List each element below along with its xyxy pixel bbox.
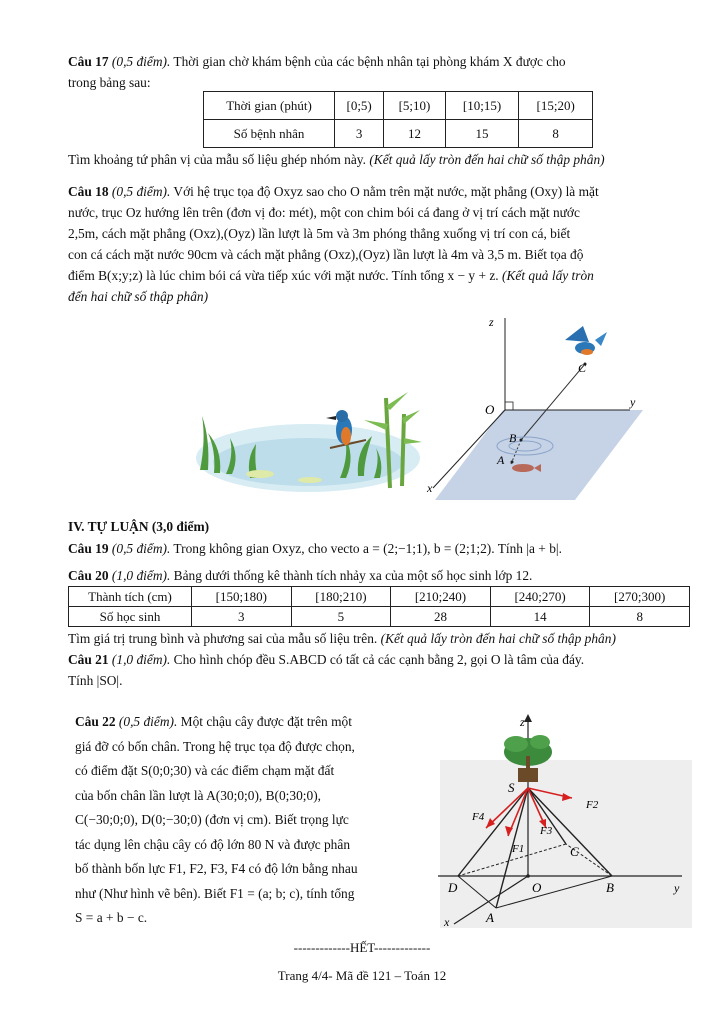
q18-label: Câu 18: [68, 184, 109, 199]
q17-table-cell: 8: [519, 120, 593, 148]
q22-line4: của bốn chân lần lượt là A(30;0;0), B(0;30;0),: [75, 787, 322, 803]
page-number: Trang 4/4- Mã đề 121 – Toán 12: [277, 968, 447, 983]
q22-line3: có điểm đặt S(0;0;30) và các điểm chạm mặt đất: [75, 763, 335, 778]
page-footer: [0, 968, 724, 984]
q20-table-cell: [270;300): [590, 587, 690, 607]
q20-table-cell: [210;240): [391, 587, 491, 607]
q20-question-text: Tìm giá trị trung bình và phương sai của mẫu số liệu trên.: [68, 631, 378, 646]
q17-table-cell: [5;10): [384, 92, 445, 120]
q20-text: [68, 565, 690, 586]
q20-table-cell: 5: [291, 607, 391, 627]
q19-body: Trong không gian Oxyz, cho vecto a = (2;−1;1), b = (2;1;2). Tính |a + b|.: [173, 541, 562, 556]
q20-table: [68, 586, 690, 627]
q18-coordinate-figure: [425, 310, 645, 510]
q18-line4: con cá cách mặt nước 90cm và cách mặt phẳng (Oxz),(Oyz) lần lượt là 4m và 3,5 m. Biết tọa độ: [68, 247, 584, 262]
q20-question: [68, 628, 708, 649]
bird-flying: [565, 326, 607, 355]
q22-line2: giá đỡ có bốn chân. Trong hệ trục tọa độ được chọn,: [75, 738, 355, 754]
label-S: S: [508, 780, 515, 795]
q20-table-cell: 8: [590, 607, 690, 627]
q22-points: (0,5 điểm).: [118, 714, 178, 729]
q22-line8: như (Như hình vẽ bên). Biết F1 = (a; b; c), tính tổng: [75, 885, 355, 901]
origin-box: [505, 402, 513, 410]
q20-table-cell: 14: [490, 607, 590, 627]
label-y: y: [674, 881, 680, 895]
q17-note: (Kết quả lấy tròn đến hai chữ số thập phân): [369, 152, 605, 167]
label-B: B: [509, 431, 517, 445]
z-arrow: [524, 714, 532, 722]
label-z: z: [520, 715, 525, 729]
q20-body: Bảng dưới thống kê thành tích nhảy xa của một số học sinh lớp 12.: [173, 568, 533, 583]
q19-points: (0,5 điểm).: [111, 541, 171, 556]
water-plane: [435, 410, 643, 500]
q21-line2: Tính |SO|.: [68, 673, 123, 688]
q19-text: [68, 538, 690, 559]
label-O: O: [532, 880, 542, 895]
label-O: O: [485, 402, 495, 417]
end-marker: [0, 940, 724, 956]
q17-question-text: Tìm khoảng tứ phân vị của mẫu số liệu ghép nhóm này.: [68, 152, 366, 167]
q22-line1: Một chậu cây được đặt trên một: [180, 714, 352, 729]
q22-line6: tác dụng lên chậu cây có độ lớn 80 N và được phân: [75, 836, 351, 852]
point-A-dot: [511, 461, 514, 464]
q20-table-cell: [180;210): [291, 587, 391, 607]
q17-label: Câu 17: [68, 54, 109, 69]
q22-line9: S = a + b − c.: [75, 910, 148, 925]
q20-table-cell: [240;270): [490, 587, 590, 607]
q21-points: (1,0 điểm).: [111, 652, 171, 667]
label-F4: F4: [472, 811, 485, 823]
q17-table-cell: 3: [335, 120, 384, 148]
label-C: C: [570, 844, 579, 859]
label-B: B: [606, 880, 614, 895]
q22-line5: C(−30;0;0), D(0;−30;0) (đơn vị cm). Biết trọng lực: [75, 812, 349, 827]
q20-points: (1,0 điểm).: [111, 568, 171, 583]
q18-text: [68, 181, 690, 307]
label-z: z: [489, 315, 494, 329]
q17-table-cell: [10;15): [445, 92, 519, 120]
q20-table-cell: [150;180): [192, 587, 292, 607]
q17-question: [68, 149, 698, 170]
label-F2: F2: [586, 799, 599, 811]
label-F1: F1: [512, 843, 525, 855]
q18-line1: Với hệ trục tọa độ Oxyz sao cho O nằm trên mặt nước, mặt phẳng (Oxy) là mặt: [173, 184, 599, 199]
q18-points: (0,5 điểm).: [111, 184, 171, 199]
label-y: y: [630, 395, 636, 409]
q17-table: [203, 91, 593, 148]
q22-force-figure: [424, 712, 694, 930]
q18-note1: (Kết quả lấy tròn: [502, 268, 594, 283]
q17-table-cell: 12: [384, 120, 445, 148]
q17-table-cell: [0;5): [335, 92, 384, 120]
q20-note: (Kết quả lấy tròn đến hai chữ số thập phân): [380, 631, 616, 646]
q17-table-cell: 15: [445, 120, 519, 148]
label-x: x: [427, 481, 433, 495]
label-A: A: [497, 453, 505, 467]
section-heading: [68, 516, 690, 537]
q19-label: Câu 19: [68, 541, 109, 556]
q21-label: Câu 21: [68, 652, 109, 667]
label-F3: F3: [540, 825, 553, 837]
label-C: C: [578, 361, 587, 375]
q20-table-header: Số học sinh: [69, 607, 192, 627]
q22-label: Câu 22: [75, 714, 116, 729]
q17-table-header: Số bệnh nhân: [204, 120, 335, 148]
point-B-dot: [520, 439, 523, 442]
q20-table-cell: 28: [391, 607, 491, 627]
q20-table-header: Thành tích (cm): [69, 587, 192, 607]
q20-label: Câu 20: [68, 568, 109, 583]
label-A: A: [486, 910, 494, 925]
q17-points: (0,5 điểm).: [111, 54, 171, 69]
label-x: x: [444, 915, 450, 929]
label-D: D: [448, 880, 458, 895]
q18-note2: đến hai chữ số thập phân): [68, 289, 209, 304]
q18-line2: nước, trục Oz hướng lên trên (đơn vị đo: mét), một con chim bói cá đang ở vị trí cách mặt nước: [68, 205, 580, 220]
q21-text: [68, 649, 690, 691]
end-text: -------------HẾT-------------: [293, 940, 431, 955]
pond-illustration: [190, 378, 422, 500]
q17-table-cell: [15;20): [519, 92, 593, 120]
q17-text-line1: Thời gian chờ khám bệnh của các bệnh nhân tại phòng khám X được cho: [173, 54, 566, 69]
q21-line1: Cho hình chóp đều S.ABCD có tất cả các cạnh bằng 2, gọi O là tâm của đáy.: [173, 652, 585, 667]
origin-dot: [526, 874, 530, 878]
q18-line3: 2,5m, cách mặt phẳng (Oxz),(Oyz) lần lượt là 5m và 3m phóng thẳng xuống vị trí con cá, biết: [68, 226, 571, 241]
q17-intro: [68, 51, 690, 93]
q22-line7: bố thành bốn lực F1, F2, F3, F4 có độ lớn bằng nhau: [75, 861, 358, 876]
q17-text-line2: trong bảng sau:: [68, 75, 151, 90]
q20-table-cell: 3: [192, 607, 292, 627]
q22-text: [75, 710, 409, 931]
q18-line5: điểm B(x;y;z) là lúc chim bói cá vừa tiếp xúc với mặt nước. Tính tổng x − y + z.: [68, 268, 499, 283]
section-title: IV. TỰ LUẬN (3,0 điểm): [68, 519, 210, 534]
q17-table-header: Thời gian (phút): [204, 92, 335, 120]
